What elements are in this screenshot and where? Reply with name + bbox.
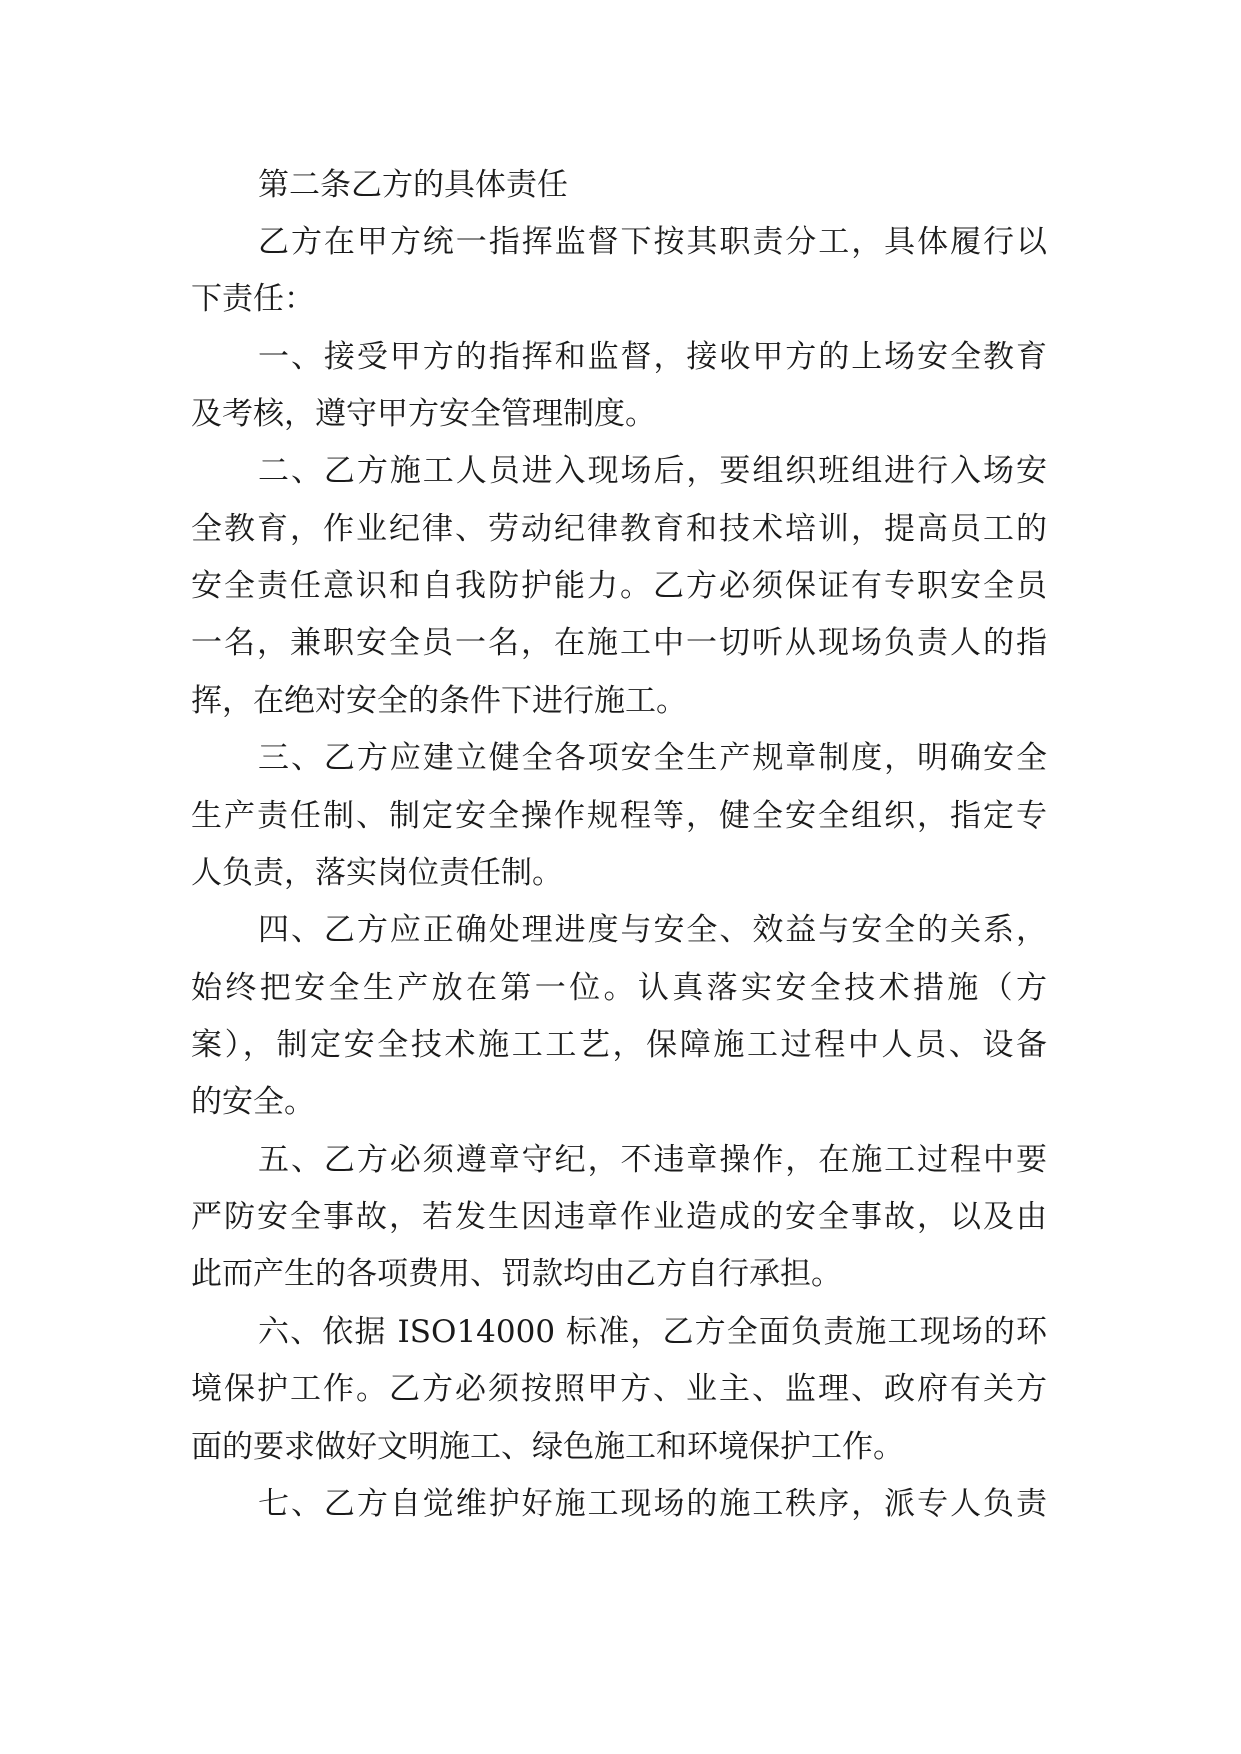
text-line: 始终把安全生产放在第一位。认真落实安全技术措施（方 (191, 970, 1047, 1006)
article-heading (0, 165, 1241, 205)
paragraph-line (0, 796, 1241, 836)
text-line: 挥，在绝对安全的条件下进行施工。 (191, 683, 687, 719)
paragraph-line (0, 968, 1241, 1008)
paragraph-line (0, 509, 1241, 549)
paragraph-line (0, 910, 1241, 950)
text-line: 乙方在甲方统一指挥监督下按其职责分工，具体履行以 (258, 224, 1047, 260)
text-line: 下责任： (191, 281, 315, 317)
text-line: 面的要求做好文明施工、绿色施工和环境保护工作。 (191, 1429, 904, 1465)
paragraph-line (0, 623, 1241, 663)
text-line: 安全责任意识和自我防护能力。乙方必须保证有专职安全员 (191, 568, 1047, 604)
text-line: 人负责，落实岗位责任制。 (191, 855, 563, 891)
paragraph-line (0, 1140, 1241, 1180)
paragraph-line (0, 681, 1241, 721)
text-line: 全教育，作业纪律、劳动纪律教育和技术培训，提高员工的 (191, 511, 1047, 547)
text-line: 第二条乙方的具体责任 (258, 167, 568, 203)
text-line: 及考核，遵守甲方安全管理制度。 (191, 396, 656, 432)
text-line: 六、依据 ISO14000 标准，乙方全面负责施工现场的环 (258, 1314, 1047, 1350)
text-line: 一名，兼职安全员一名，在施工中一切听从现场负责人的指 (191, 625, 1047, 661)
text-line: 此而产生的各项费用、罚款均由乙方自行承担。 (191, 1256, 842, 1292)
paragraph-line (0, 451, 1241, 491)
paragraph-line (0, 853, 1241, 893)
text-line: 严防安全事故，若发生因违章作业造成的安全事故，以及由 (191, 1199, 1047, 1235)
text-line: 四、乙方应正确处理进度与安全、效益与安全的关系， (258, 912, 1047, 948)
paragraph-line (0, 1369, 1241, 1409)
paragraph-line (0, 1254, 1241, 1294)
paragraph-line (0, 1025, 1241, 1065)
text-line: 案），制定安全技术施工工艺，保障施工过程中人员、设备 (191, 1027, 1047, 1063)
paragraph-line (0, 1427, 1241, 1467)
paragraph-line (0, 566, 1241, 606)
text-line: 境保护工作。乙方必须按照甲方、业主、监理、政府有关方 (191, 1371, 1047, 1407)
text-line: 五、乙方必须遵章守纪，不违章操作，在施工过程中要 (258, 1142, 1047, 1178)
paragraph-line (0, 394, 1241, 434)
paragraph-line (0, 222, 1241, 262)
text-line: 一、接受甲方的指挥和监督，接收甲方的上场安全教育 (258, 339, 1047, 375)
paragraph-line (0, 279, 1241, 319)
paragraph-line (0, 738, 1241, 778)
paragraph-line (0, 337, 1241, 377)
paragraph-line (0, 1312, 1241, 1352)
paragraph-line (0, 1484, 1241, 1524)
text-line: 生产责任制、制定安全操作规程等，健全安全组织，指定专 (191, 798, 1047, 834)
paragraph-line (0, 1197, 1241, 1237)
text-line: 七、乙方自觉维护好施工现场的施工秩序，派专人负责 (258, 1486, 1047, 1522)
text-line: 的安全。 (191, 1084, 315, 1120)
text-line: 三、乙方应建立健全各项安全生产规章制度，明确安全 (258, 740, 1047, 776)
text-line: 二、乙方施工人员进入现场后，要组织班组进行入场安 (258, 453, 1047, 489)
paragraph-line (0, 1082, 1241, 1122)
